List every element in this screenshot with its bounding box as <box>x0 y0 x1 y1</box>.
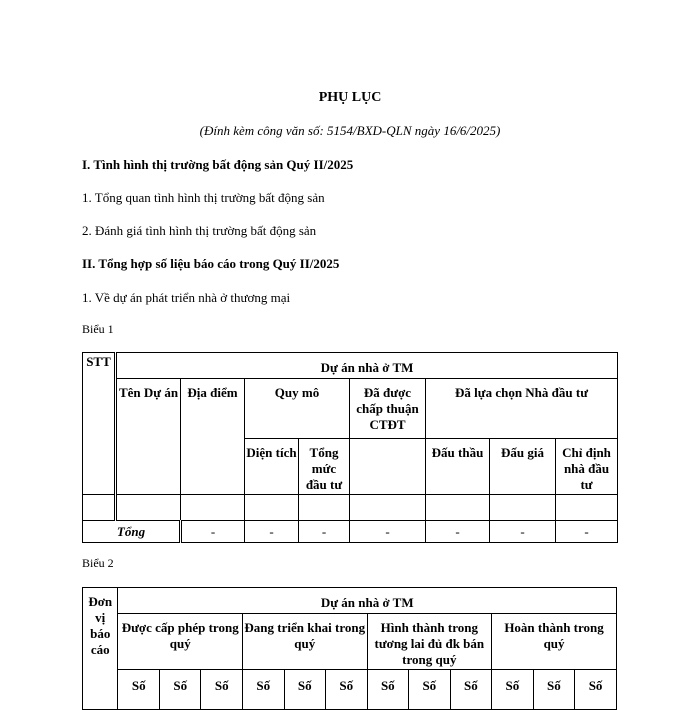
table-bieu-2 <box>82 587 617 710</box>
section-2-heading: II. Tổng hợp số liệu báo cáo trong Quý II/2025 <box>82 256 340 271</box>
total-label: Tổng <box>83 521 181 543</box>
col-da-lua-chon: Đã lựa chọn Nhà đầu tư <box>426 379 618 439</box>
table-row-so <box>83 670 617 710</box>
table-bieu-1 <box>82 352 618 543</box>
col-chi-dinh: Chỉ định nhà đầu tư <box>556 439 618 495</box>
doc-title: PHỤ LỤC <box>318 90 382 105</box>
col-da-duoc-chap-thuan: Đã được chấp thuận CTĐT <box>350 379 426 439</box>
col-so: Số <box>409 670 451 710</box>
col-so: Số <box>159 670 201 710</box>
col-dau-gia: Đấu giá <box>490 439 556 495</box>
item-2-1: 1. Về dự án phát triển nhà ở thương mại <box>82 290 291 305</box>
col-dia-diem: Địa điểm <box>181 379 245 495</box>
col-so: Số <box>575 670 617 710</box>
col-so: Số <box>284 670 326 710</box>
col-dang-trien-khai: Đang triển khai trong quý <box>243 614 368 670</box>
col-hoan-thanh: Hoàn thành trong quý <box>492 614 617 670</box>
item-1-2: 2. Đánh giá tình hình thị trường bất động sản <box>82 223 317 238</box>
bieu-2-label: Biểu 2 <box>82 556 114 570</box>
col-so: Số <box>243 670 285 710</box>
col-tong-muc-dau-tu: Tổng mức đầu tư <box>299 439 350 495</box>
col-so: Số <box>201 670 243 710</box>
col-so: Số <box>118 670 160 710</box>
bieu-1-label: Biểu 1 <box>82 322 114 336</box>
col-group-du-an: Dự án nhà ở TM <box>116 353 618 379</box>
col-so: Số <box>367 670 409 710</box>
col-stt: STT <box>83 353 116 495</box>
col-quy-mo: Quy mô <box>245 379 350 439</box>
col-ten-du-an: Tên Dự án <box>116 379 181 495</box>
col-hinh-thanh: Hình thành trong tương lai đủ đk bán trong quý <box>367 614 492 670</box>
col-don-vi-bao-cao: Đơn vị báo cáo <box>83 588 118 710</box>
col-dien-tich: Diện tích <box>245 439 299 495</box>
col-duoc-cap-phep: Được cấp phép trong quý <box>118 614 243 670</box>
doc-subtitle: (Đính kèm công văn số: 5154/BXD-QLN ngày 16/6/2025) <box>199 123 501 138</box>
col-empty <box>350 439 426 495</box>
col-so: Số <box>533 670 575 710</box>
col-so: Số <box>492 670 534 710</box>
section-1-heading: I. Tình hình thị trường bất động sản Quý II/2025 <box>82 157 354 172</box>
col-group-du-an-2: Dự án nhà ở TM <box>118 588 617 614</box>
col-dau-thau: Đấu thầu <box>426 439 490 495</box>
item-1-1: 1. Tổng quan tình hình thị trường bất động sản <box>82 190 325 205</box>
table-row <box>83 495 618 521</box>
table-row-total: Tổng - - - - - - - <box>83 521 618 543</box>
col-so: Số <box>326 670 368 710</box>
col-so: Số <box>450 670 492 710</box>
